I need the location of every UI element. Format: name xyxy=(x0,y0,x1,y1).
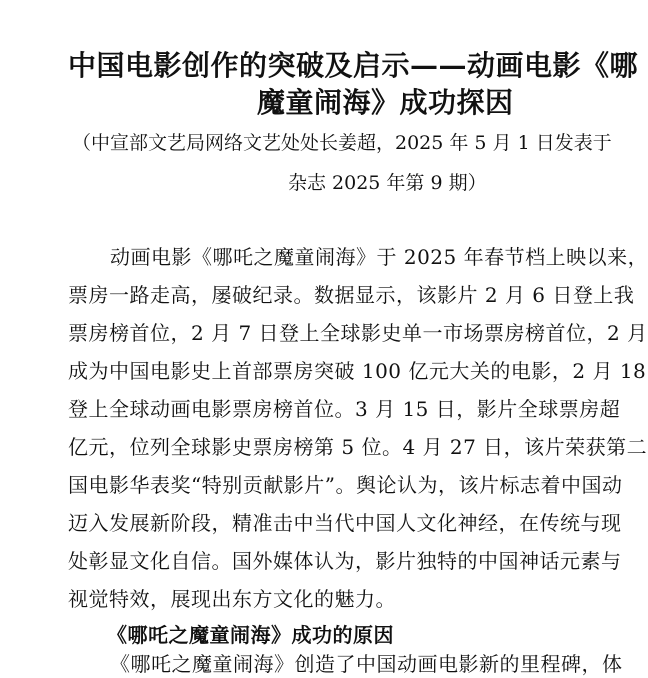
author-source-line-2: 杂志 2025 年第 9 期） xyxy=(288,172,487,194)
document-title-line-1: 中国电影创作的突破及启示——动画电影《哪 xyxy=(68,49,639,82)
section-heading: 《哪吒之魔童闹海》成功的原因 xyxy=(107,623,394,647)
paragraph-line: 票房一路走高，屡破纪录。数据显示，该影片 2 月 6 日登上我 xyxy=(68,283,635,307)
paragraph-line: 国电影华表奖“特别贡献影片”。舆论认为，该片标志着中国动 xyxy=(68,473,623,497)
paragraph-line: 票房榜首位，2 月 7 日登上全球影史单一市场票房榜首位，2 月 xyxy=(68,321,648,345)
paragraph-line: 登上全球动画电影票房榜首位。3 月 15 日，影片全球票房超 xyxy=(68,397,621,421)
cut-off-line-container xyxy=(0,652,645,676)
cut-off-paragraph-line: 《哪吒之魔童闹海》创造了中国动画电影新的里程碑，体 xyxy=(110,652,623,676)
paragraph-line: 成为中国电影史上首部票房突破 100 亿元大关的电影，2 月 18 xyxy=(68,359,647,383)
paragraph-line: 迈入发展新阶段，精准击中当代中国人文化神经，在传统与现 xyxy=(68,511,622,535)
document-title-line-2: 魔童闹海》成功探因 xyxy=(257,86,514,119)
paragraph-line: 视觉特效，展现出东方文化的魅力。 xyxy=(68,587,396,611)
paragraph-line: 动画电影《哪吒之魔童闹海》于 2025 年春节档上映以来， xyxy=(110,245,648,269)
author-source-line-1: （中宣部文艺局网络文艺处处长姜超，2025 年 5 月 1 日发表于 xyxy=(72,132,612,154)
paragraph-line: 亿元，位列全球影史票房榜第 5 位。4 月 27 日，该片荣获第二 xyxy=(68,435,648,459)
paragraph-line: 处彰显文化自信。国外媒体认为，影片独特的中国神话元素与 xyxy=(68,549,622,573)
